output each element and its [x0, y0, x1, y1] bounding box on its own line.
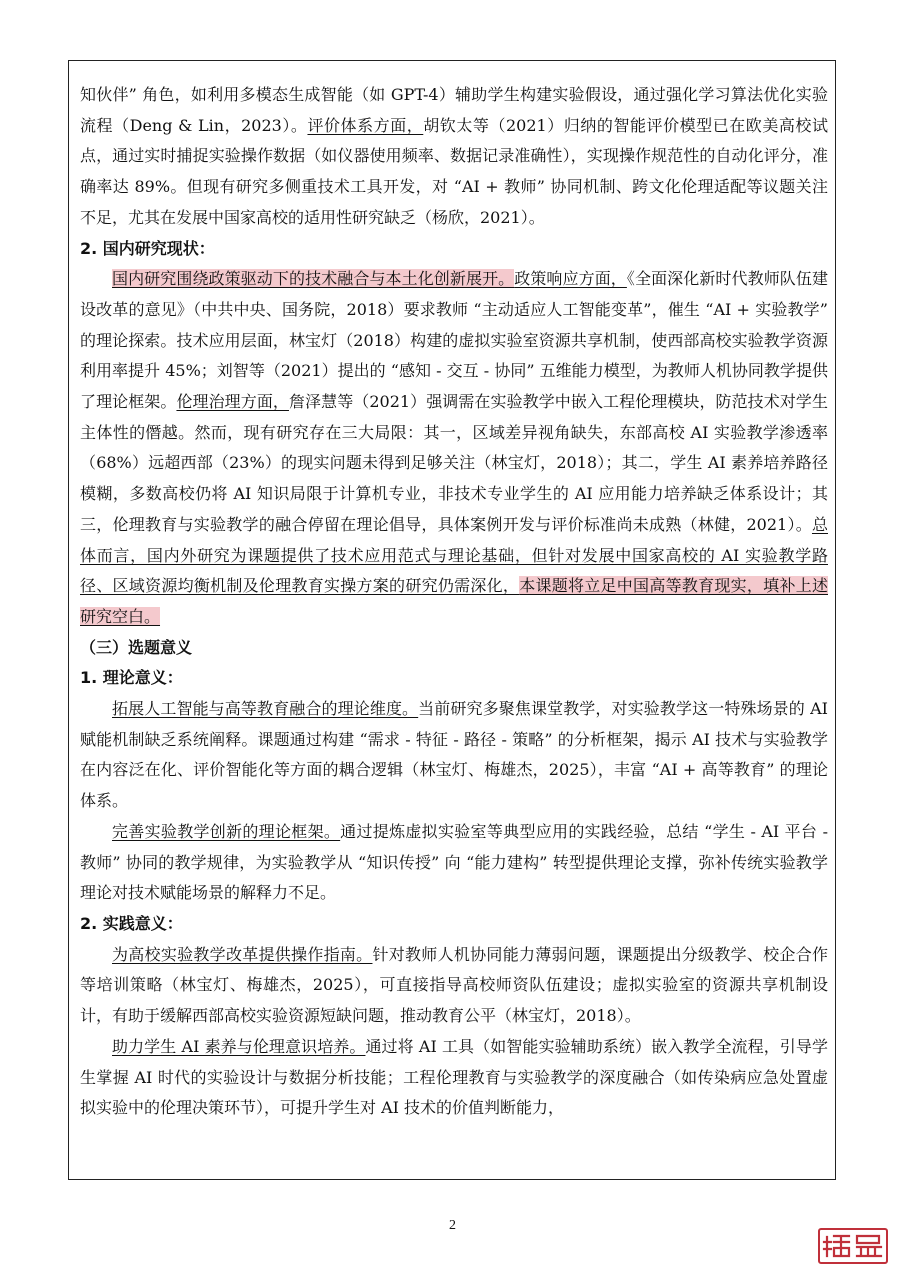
underlined-text: 伦理治理方面，	[176, 392, 289, 412]
body-paragraph	[80, 80, 828, 234]
underlined-text: 完善实验教学创新的理论框架。	[112, 821, 341, 841]
body-paragraph	[80, 1032, 828, 1124]
underlined-text: 总体而言，国内外研究为课题提供了技术应用范式与理论基础，但针对发展中国家高校的 AI 实验教学路径、区域资源均衡机制及伦理教育实操方案的研究仍需深化，	[80, 514, 828, 596]
document-body	[80, 80, 828, 1124]
text-run: （三）选题意义	[80, 637, 193, 657]
text-run: 2. 国内研究现状：	[80, 238, 215, 258]
seal-stamp-glyphs	[821, 1231, 885, 1261]
text-run: 通过提炼虚拟实验室等典型应用的实践经验，总结 “学生 - AI 平台 - 教师” 协同的教学规律，为实验教学从 “知识传授” 向 “能力建构” 转型提供理论支撑，弥补传统实验教学理论对技术赋能场景的解释力不足。	[80, 821, 828, 903]
text-run: 1. 理论意义：	[80, 668, 183, 688]
body-paragraph	[80, 694, 828, 817]
seal-stamp-icon	[818, 1228, 888, 1264]
section-heading	[80, 633, 828, 664]
text-run: 詹泽慧等（2021）强调需在实验教学中嵌入工程伦理模块，防范技术对学生主体性的僭越。然而，现有研究存在三大局限：其一，区域差异视角缺失，东部高校 AI 实验教学渗透率（68%）远超西部（23%）的现实问题未得到足够关注（林宝灯，2018）；其二，学生 AI 素养培养路径模糊，多数高校仍将 AI 知识局限于计算机专业，非技术专业学生的 AI 应用能力培养缺乏体系设计；其三，伦理教育与实验教学的融合停留在理论倡导，具体案例开发与评价标准尚未成熟（林健，2021）。	[80, 392, 828, 534]
body-paragraph	[80, 940, 828, 1032]
text-run: 《全面深化新时代教师队伍建设改革的意见》（中共中央、国务院，2018）要求教师 “主动适应人工智能变革”，催生 “AI + 实验教学” 的理论探索。技术应用层面，林宝灯（2018）构建的虚拟实验室资源共享机制，使西部高校实验教学资源利用率提升 45%；刘智等（2021）提出的 “感知 - 交互 - 协同” 五维能力模型，为教师人机协同教学提供了理论框架。	[80, 269, 828, 412]
underlined-text: 助力学生 AI 素养与伦理意识培养。	[112, 1036, 366, 1056]
underlined-text: 为高校实验教学改革提供操作指南。	[112, 944, 373, 964]
text-run: 针对教师人机协同能力薄弱问题，课题提出分级教学、校企合作等培训策略（林宝灯、梅雄杰，2025），可直接指导高校师资队伍建设；虚拟实验室的资源共享机制设计，有助于缓解西部高校实验资源短缺问题，推动教育公平（林宝灯，2018）。	[80, 944, 828, 1026]
body-paragraph	[80, 264, 828, 632]
section-heading	[80, 663, 828, 694]
underlined-text: 拓展人工智能与高等教育融合的理论维度。	[112, 699, 419, 719]
page-number: 2	[449, 1218, 456, 1233]
text-run: 知伙伴” 角色，如利用多模态生成智能（如 GPT-4）辅助学生构建实验假设，通过强化学习算法优化实验流程（Deng & Lin，2023）。	[80, 85, 828, 135]
underlined-text: 评价体系方面，	[307, 115, 424, 135]
text-run: 胡钦太等（2021）归纳的智能评价模型已在欧美高校试点，通过实时捕捉实验操作数据（如仪器使用频率、数据记录准确性），实现操作规范性的自动化评分，准确率达 89%。但现有研究多侧重技术工具开发，对 “AI + 教师” 协同机制、跨文化伦理适配等议题关注不足，尤其在发展中国家高校的适用性研究缺乏（杨欣，2021）。	[80, 115, 828, 227]
section-heading	[80, 234, 828, 265]
highlighted-text: 国内研究围绕政策驱动下的技术融合与本土化创新展开。	[112, 269, 515, 289]
text-run: 2. 实践意义：	[80, 913, 183, 933]
underlined-text: 政策响应方面，	[514, 269, 627, 289]
section-heading	[80, 909, 828, 940]
highlighted-text: 本课题将立足中国高等教育现实，填补上述研究空白。	[80, 576, 828, 626]
body-paragraph	[80, 817, 828, 909]
text-run: 通过将 AI 工具（如智能实验辅助系统）嵌入教学全流程，引导学生掌握 AI 时代的实验设计与数据分析技能；工程伦理教育与实验教学的深度融合（如传染病应急处置虚拟实验中的伦理决策环节），可提升学生对 AI 技术的价值判断能力，	[80, 1036, 828, 1118]
text-run: 当前研究多聚焦课堂教学，对实验教学这一特殊场景的 AI 赋能机制缺乏系统阐释。课题通过构建 “需求 - 特征 - 路径 - 策略” 的分析框架，揭示 AI 技术与实验教学在内容泛在化、评价智能化等方面的耦合逻辑（林宝灯、梅雄杰，2025），丰富 “AI + 高等教育” 的理论体系。	[80, 699, 828, 811]
